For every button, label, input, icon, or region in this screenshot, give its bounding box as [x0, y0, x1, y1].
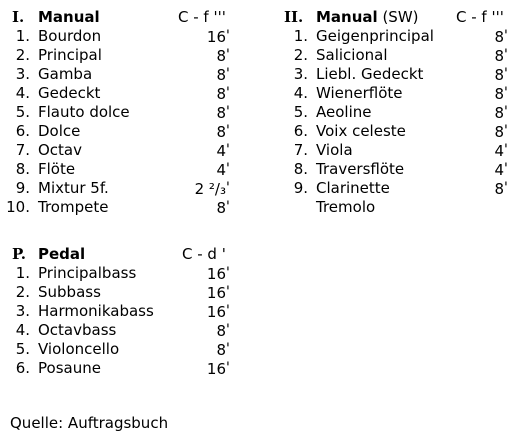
foot-mark: ' [226, 303, 230, 319]
stop-pitch-value: 16 [206, 303, 226, 321]
stop-pitch [207, 302, 232, 322]
stop-pitch-value: 8 [494, 104, 504, 122]
stop-row [0, 122, 250, 141]
foot-mark: ' [226, 360, 230, 376]
stop-pitch [494, 141, 510, 161]
foot-mark: ' [504, 123, 508, 139]
pedal-header [0, 245, 250, 264]
foot-mark: ' [504, 85, 508, 101]
foot-mark: ' [226, 66, 230, 82]
stop-row [0, 27, 250, 46]
stop-number: 5. [15, 103, 30, 121]
stop-name: Voix celeste [316, 122, 406, 140]
stop-row [278, 141, 516, 160]
stop-number: 1. [15, 264, 30, 282]
stop-pitch [494, 160, 510, 180]
pedal-stop-list [0, 264, 250, 378]
stop-name: Salicional [316, 46, 388, 64]
stop-pitch-value: 8 [216, 123, 226, 141]
foot-mark: ' [226, 284, 230, 300]
foot-mark: ' [226, 180, 230, 196]
stop-name: Mixtur 5f. [38, 179, 109, 197]
stop-name: Gedeckt [38, 84, 101, 102]
stop-pitch [216, 65, 232, 85]
foot-mark: ' [226, 85, 230, 101]
stop-row [0, 65, 250, 84]
stop-pitch [216, 141, 232, 161]
stop-pitch-value: 8 [494, 180, 504, 198]
foot-mark: ' [226, 28, 230, 44]
stop-pitch [207, 264, 232, 284]
stop-name: Liebl. Gedeckt [316, 65, 424, 83]
pedal-title [38, 245, 85, 264]
stop-row [278, 198, 516, 217]
manual-2-title-text: Manual [316, 8, 378, 26]
stop-pitch [494, 27, 510, 47]
stop-name: Violoncello [38, 340, 120, 358]
stop-pitch-value: 16 [206, 265, 226, 283]
foot-mark: ' [504, 104, 508, 120]
stop-pitch-value: 4 [494, 142, 504, 160]
stop-row [0, 340, 250, 359]
stop-pitch-value: 8 [494, 123, 504, 141]
foot-mark: ' [226, 123, 230, 139]
stop-pitch-value: 8 [216, 341, 226, 359]
stop-number: 9. [293, 179, 308, 197]
stop-pitch [216, 46, 232, 66]
stop-number: 5. [15, 340, 30, 358]
pedal-numeral: P. [12, 245, 27, 263]
stop-pitch-value: 8 [216, 47, 226, 65]
stop-number: 1. [15, 27, 30, 45]
stop-pitch [216, 160, 232, 180]
manual-1-section [0, 8, 250, 217]
stop-name: Traversflöte [316, 160, 405, 178]
foot-mark: ' [226, 199, 230, 215]
manual-2-title-suffix: (SW) [377, 8, 419, 26]
stop-pitch-value: 8 [494, 28, 504, 46]
stop-pitch [207, 283, 232, 303]
stop-pitch [494, 46, 510, 66]
foot-mark: ' [226, 341, 230, 357]
foot-mark: ' [504, 47, 508, 63]
stop-pitch [504, 198, 510, 217]
manual-2-compass: C - f ''' [456, 8, 504, 26]
stop-row [278, 84, 516, 103]
stop-pitch [216, 340, 232, 360]
stop-row [278, 27, 516, 46]
manual-2-numeral: II. [284, 8, 304, 26]
stop-number: 5. [293, 103, 308, 121]
manual-1-numeral: I. [12, 8, 25, 26]
stop-name: Harmonikabass [38, 302, 154, 320]
stop-number: 1. [293, 27, 308, 45]
stop-name: Aeoline [316, 103, 372, 121]
stop-name: Wienerflöte [316, 84, 403, 102]
stop-pitch-value: 8 [216, 199, 226, 217]
stop-pitch [216, 122, 232, 142]
stop-number: 6. [15, 359, 30, 377]
stop-pitch-value: 4 [216, 161, 226, 179]
stop-name: Principalbass [38, 264, 137, 282]
manual-2-header [278, 8, 516, 27]
stop-number: 2. [15, 283, 30, 301]
stop-name: Bourdon [38, 27, 102, 45]
stop-number: 4. [15, 321, 30, 339]
stop-name: Clarinette [316, 179, 390, 197]
stop-name: Gamba [38, 65, 93, 83]
stop-number: 8. [293, 160, 308, 178]
manual-1-title-text: Manual [38, 8, 100, 26]
stop-name: Geigenprincipal [316, 27, 434, 45]
manual-1-header [0, 8, 250, 27]
stop-name: Octavbass [38, 321, 117, 339]
foot-mark: ' [226, 142, 230, 158]
stop-name: Subbass [38, 283, 101, 301]
stop-number: 7. [15, 141, 30, 159]
stop-row [278, 179, 516, 198]
foot-mark: ' [226, 265, 230, 281]
manual-1-compass: C - f ''' [178, 8, 226, 26]
stop-pitch [494, 65, 510, 85]
foot-mark: ' [504, 161, 508, 177]
foot-mark: ' [226, 161, 230, 177]
stop-pitch-value: 16 [206, 284, 226, 302]
manual-2-section [278, 8, 516, 217]
stop-pitch-value: 4 [494, 161, 504, 179]
foot-mark: ' [504, 66, 508, 82]
stop-pitch [216, 103, 232, 123]
stop-name: Flauto dolce [38, 103, 130, 121]
stop-row [278, 160, 516, 179]
stop-row [0, 302, 250, 321]
stop-number: 7. [293, 141, 308, 159]
foot-mark: ' [504, 180, 508, 196]
stop-row [0, 198, 250, 217]
stop-pitch-value: 4 [216, 142, 226, 160]
foot-mark: ' [226, 47, 230, 63]
stop-pitch-value: 8 [216, 66, 226, 84]
stop-pitch-value: 8 [494, 66, 504, 84]
foot-mark: ' [226, 322, 230, 338]
stop-number: 3. [15, 65, 30, 83]
stop-pitch-value: 8 [216, 322, 226, 340]
stop-pitch [216, 321, 232, 341]
stop-row [0, 321, 250, 340]
stop-name: Trompete [38, 198, 109, 216]
stop-pitch-value: 2 ²/₃ [194, 180, 226, 198]
stop-pitch-value: 8 [216, 85, 226, 103]
stop-number: 3. [15, 302, 30, 320]
stop-number: 10. [6, 198, 30, 216]
stop-pitch [494, 84, 510, 104]
stop-pitch [216, 84, 232, 104]
stop-row [0, 103, 250, 122]
stop-row [0, 141, 250, 160]
foot-mark: ' [226, 104, 230, 120]
stop-pitch-value: 16 [206, 28, 226, 46]
stop-pitch-value: 8 [216, 104, 226, 122]
foot-mark: ' [504, 28, 508, 44]
stop-row [278, 65, 516, 84]
stop-pitch [494, 103, 510, 123]
manual-1-title [38, 8, 100, 27]
stop-number: 6. [15, 122, 30, 140]
stop-pitch-value: 8 [494, 85, 504, 103]
pedal-compass: C - d ' [182, 245, 226, 263]
stop-row [0, 46, 250, 65]
stop-pitch [494, 179, 510, 199]
pedal-title-text: Pedal [38, 245, 86, 263]
stop-name: Posaune [38, 359, 101, 377]
source-note: Quelle: Auftragsbuch [10, 414, 169, 432]
foot-mark: ' [504, 142, 508, 158]
pedal-section [0, 245, 250, 378]
stop-row [0, 179, 250, 198]
stop-pitch [216, 198, 232, 218]
stop-number: 4. [293, 84, 308, 102]
stop-row [278, 103, 516, 122]
stop-row [278, 46, 516, 65]
stop-name: Octav [38, 141, 83, 159]
stop-name: Dolce [38, 122, 81, 140]
stop-name: Viola [316, 141, 353, 159]
stop-row [0, 84, 250, 103]
stop-number: 6. [293, 122, 308, 140]
stop-number: 8. [15, 160, 30, 178]
stop-pitch-value: 16 [206, 360, 226, 378]
stop-number: 2. [15, 46, 30, 64]
manual-2-title [316, 8, 419, 27]
stop-row [278, 122, 516, 141]
stop-pitch [494, 122, 510, 142]
stop-pitch [207, 359, 232, 379]
stop-row [0, 160, 250, 179]
stop-row [0, 283, 250, 302]
stop-pitch [195, 179, 232, 199]
stop-number: 2. [293, 46, 308, 64]
stop-name: Principal [38, 46, 102, 64]
stop-pitch-value: 8 [494, 47, 504, 65]
stop-name: Flöte [38, 160, 76, 178]
stop-number: 4. [15, 84, 30, 102]
stop-pitch [207, 27, 232, 47]
stop-row [0, 359, 250, 378]
manual-2-stop-list [278, 27, 516, 217]
stop-name: Tremolo [316, 198, 376, 216]
stop-number: 9. [15, 179, 30, 197]
stop-number: 3. [293, 65, 308, 83]
stop-row [0, 264, 250, 283]
manual-1-stop-list [0, 27, 250, 217]
